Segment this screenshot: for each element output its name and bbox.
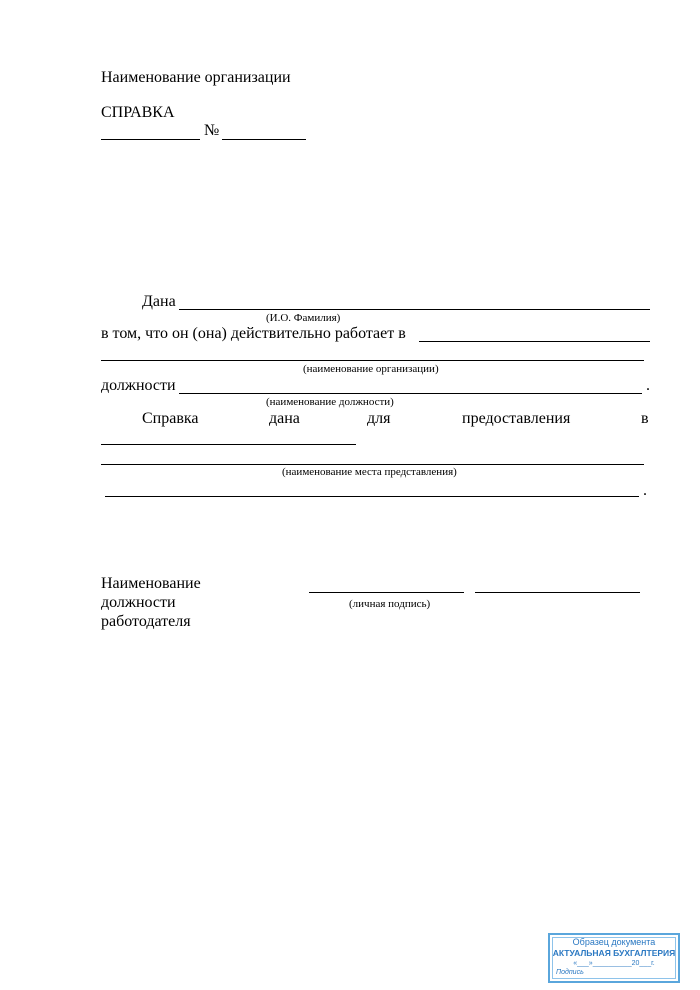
- employer-position-line-2: должности: [101, 594, 176, 611]
- stamp-line-1: Образец документа: [572, 937, 656, 947]
- signature-line: [309, 592, 464, 593]
- place-caption: (наименование места представления): [282, 466, 457, 478]
- issued-word-2: дана: [269, 410, 300, 427]
- position-period: .: [646, 377, 650, 394]
- organization-name: Наименование организации: [101, 69, 291, 86]
- sample-stamp: [548, 933, 680, 983]
- org-caption: (наименование организации): [303, 363, 439, 375]
- employer-position-line-3: работодателя: [101, 613, 191, 630]
- date-line: [101, 139, 200, 140]
- stamp-line-2: АКТУАЛЬНАЯ БУХГАЛТЕРИЯ: [552, 948, 676, 958]
- issued-word-4: предоставления: [462, 410, 571, 427]
- employer-position-line-1: Наименование: [101, 575, 201, 592]
- place-line-1: [101, 444, 356, 445]
- stamp-signature: Подпись: [556, 969, 584, 976]
- document-type: СПРАВКА: [101, 104, 175, 121]
- position-label: должности: [101, 377, 176, 394]
- place-line-3: [105, 496, 639, 497]
- issued-word-1: Справка: [142, 410, 199, 427]
- issued-word-5: в: [641, 410, 649, 427]
- given-to-label: Дана: [142, 293, 176, 310]
- signature-caption: (личная подпись): [349, 598, 431, 610]
- number-line: [222, 139, 306, 140]
- fio-line: [179, 309, 650, 310]
- position-caption: (наименование должности): [266, 396, 394, 408]
- stamp-date: «___»__________20___г.: [573, 960, 655, 967]
- org-line-2: [101, 360, 644, 361]
- issued-word-3: для: [367, 410, 391, 427]
- position-line: [179, 393, 642, 394]
- place-period: .: [643, 482, 647, 499]
- works-at-text: в том, что он (она) действительно работает в: [101, 325, 406, 342]
- org-line-1: [419, 341, 650, 342]
- signature-decoding-line: [475, 592, 640, 593]
- fio-caption: (И.О. Фамилия): [266, 312, 341, 324]
- place-line-2: [101, 464, 644, 465]
- number-sign: №: [204, 122, 220, 139]
